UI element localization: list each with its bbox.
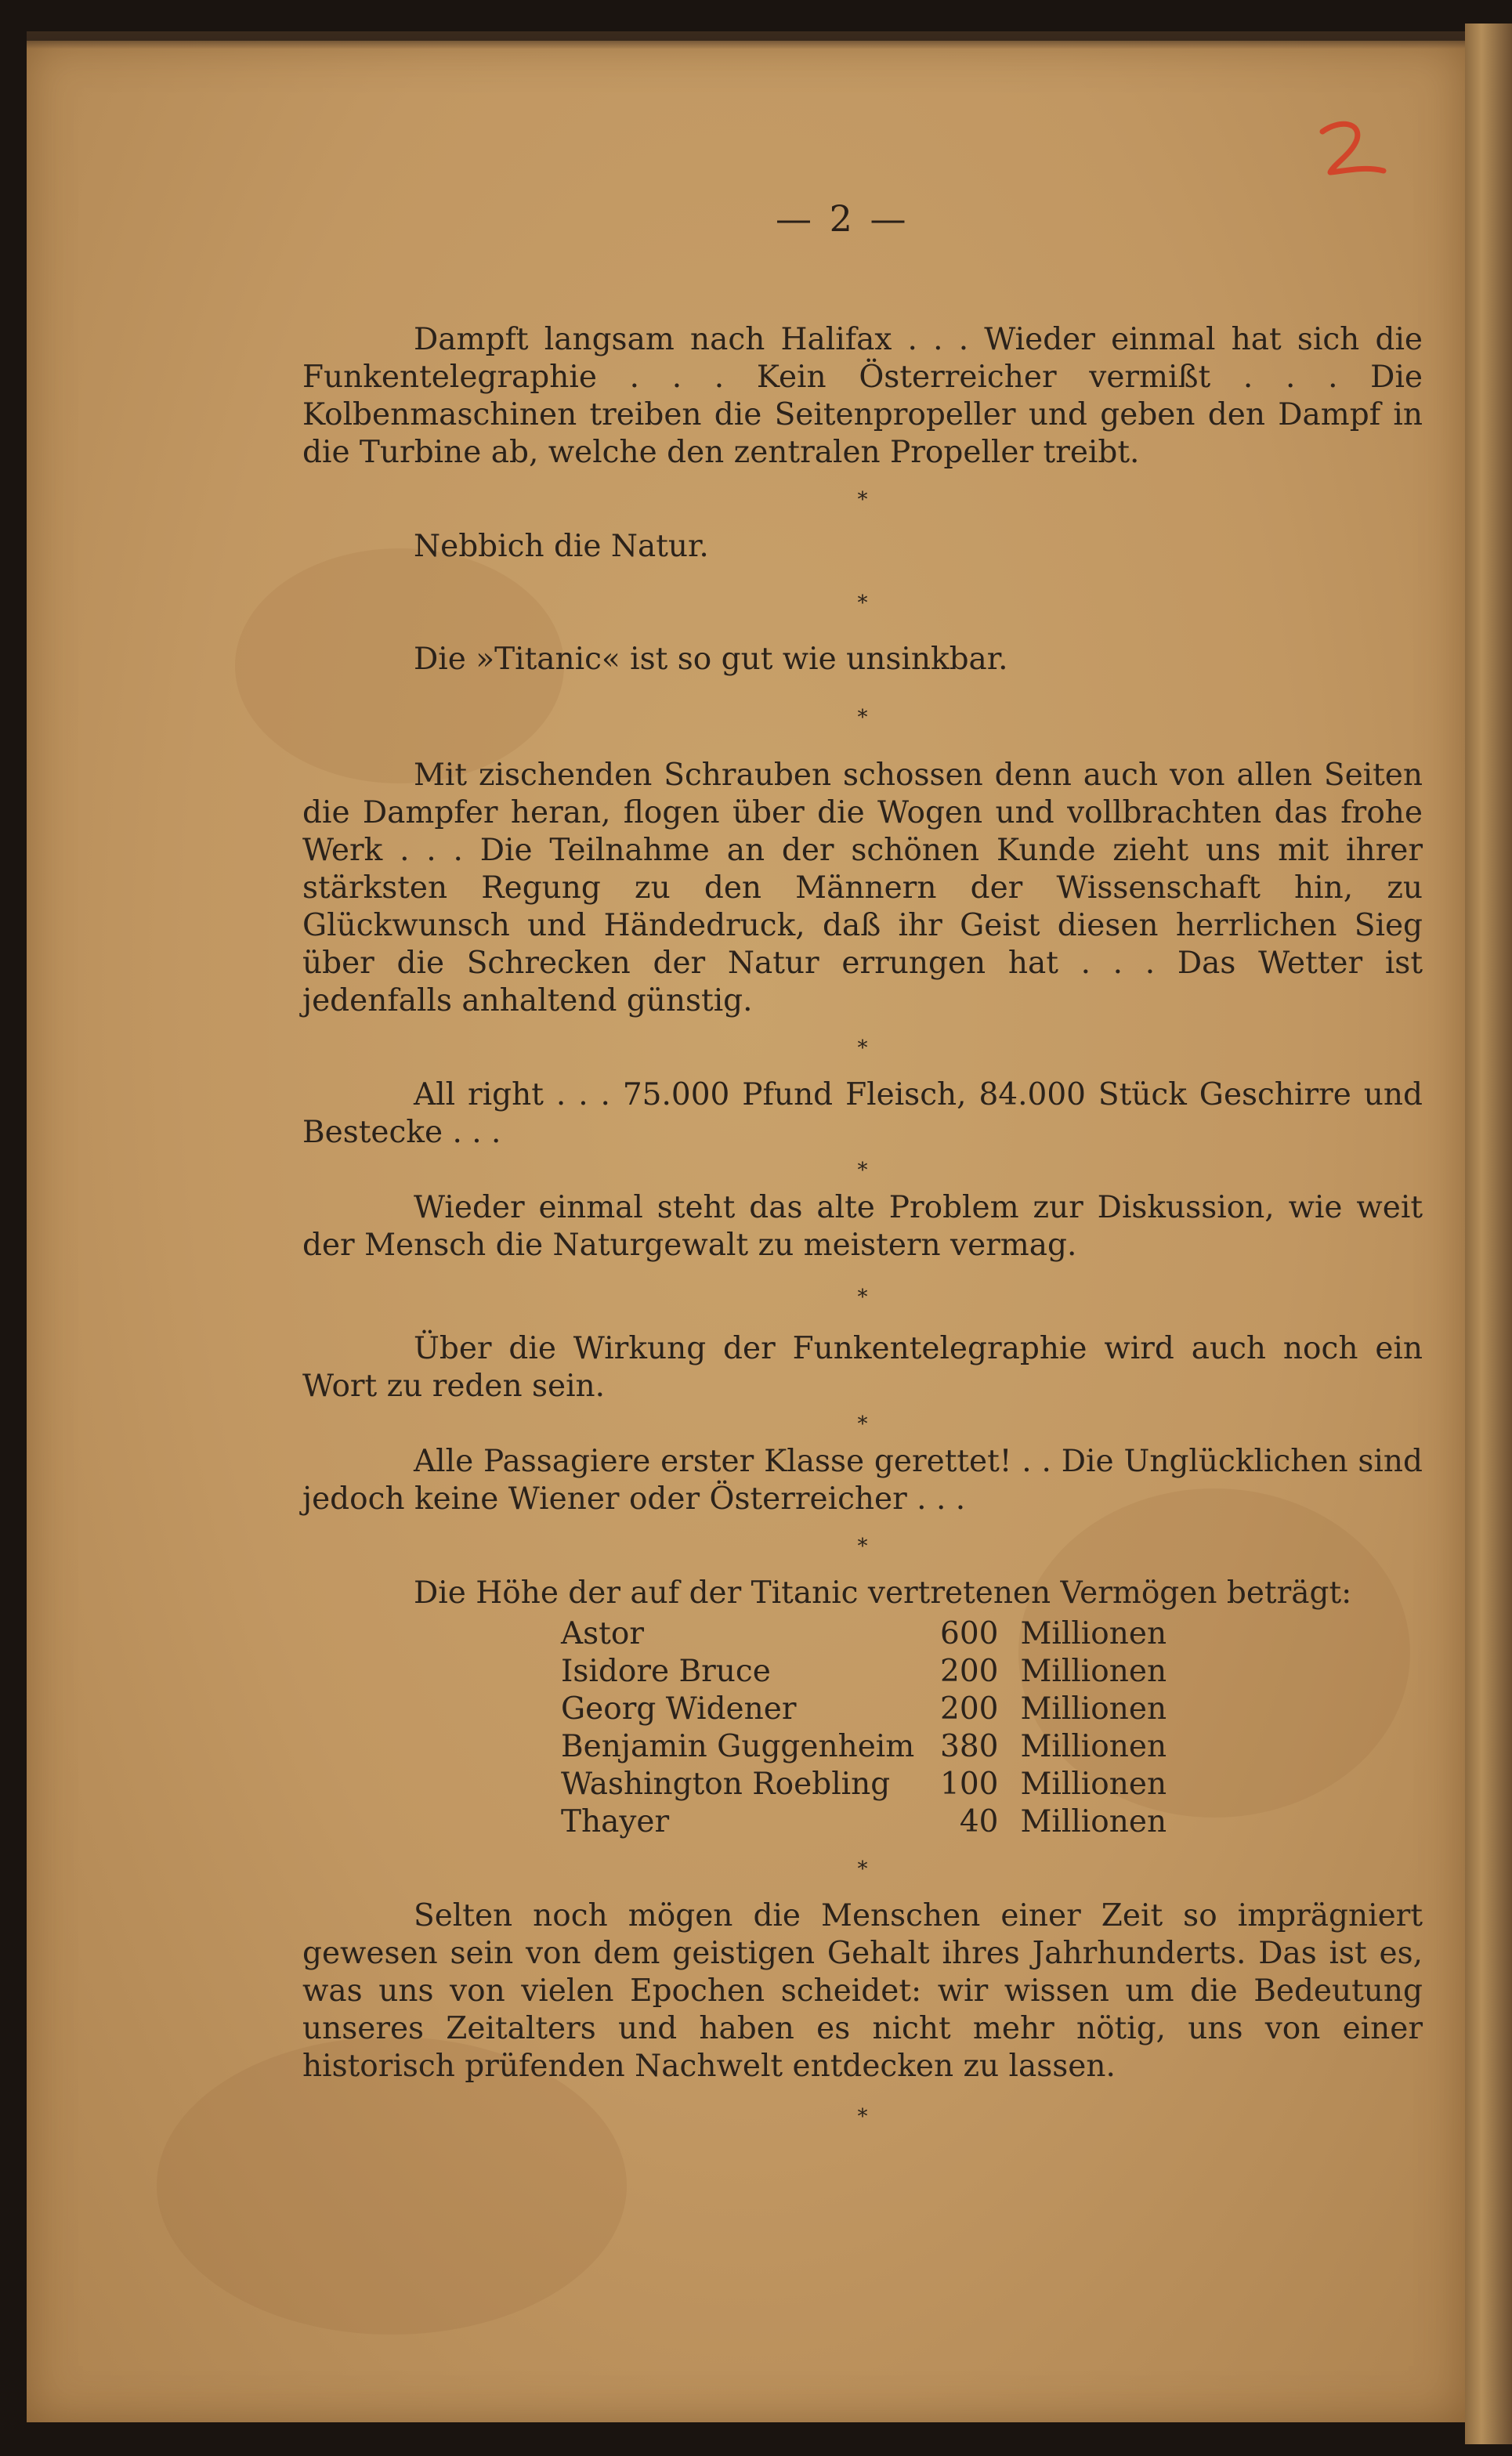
- asterism-separator: *: [857, 1036, 868, 1060]
- fortune-name: Thayer: [561, 1804, 670, 1839]
- asterism-separator: *: [857, 591, 868, 615]
- fortune-amount: 380: [940, 1729, 999, 1764]
- paragraph: Selten noch mögen die Menschen einer Zeit so imprägniert gewesen sein von dem geistigen Gehalt ihres Jahrhunderts. Das ist es, was uns von vielen Epochen scheidet: wir wissen um die Bedeutung unseres Zeitalters und haben es nicht mehr nötig, uns von einer historisch prüfenden Nachwelt entdecken zu lassen.: [302, 1898, 1423, 2084]
- table-row: [561, 1728, 1167, 1766]
- article-body: [302, 321, 1423, 2148]
- paragraph: Die »Titanic« ist so gut wie unsinkbar.: [414, 642, 1008, 677]
- table-row: [561, 1653, 1167, 1691]
- fortune-amount: 200: [940, 1691, 999, 1727]
- table-row: [561, 1766, 1167, 1803]
- asterism-separator: *: [857, 1535, 868, 1558]
- fortune-unit: Millionen: [1020, 1616, 1167, 1651]
- fortune-unit: Millionen: [1020, 1767, 1167, 1802]
- fortune-amount: 100: [940, 1767, 999, 1802]
- paragraph: Alle Passagiere erster Klasse gerettet! . . Die Unglücklichen sind jedoch keine Wiener oder Österreicher . . .: [302, 1444, 1423, 1517]
- asterism-separator: *: [857, 2105, 868, 2129]
- fortune-name: Washington Roebling: [561, 1767, 891, 1802]
- fortune-name: Benjamin Guggenheim: [561, 1729, 915, 1764]
- fortune-amount: 40: [959, 1804, 999, 1839]
- paragraph: Über die Wirkung der Funkentelegraphie wird auch noch ein Wort zu reden sein.: [302, 1331, 1423, 1404]
- table-row: [561, 1615, 1167, 1653]
- asterism-separator: *: [857, 1412, 868, 1436]
- page-top-shadow: [27, 31, 1465, 49]
- paragraph: Nebbich die Natur.: [414, 529, 709, 564]
- fortune-name: Isidore Bruce: [561, 1654, 771, 1689]
- asterism-separator: *: [857, 1286, 868, 1309]
- asterism-separator: *: [857, 706, 868, 729]
- fortune-amount: 200: [940, 1654, 999, 1689]
- table-row: [561, 1803, 1167, 1841]
- fortune-name: Astor: [561, 1616, 644, 1651]
- paragraph: Mit zischenden Schrauben schossen denn auch von allen Seiten die Dampfer heran, flogen über die Wogen und vollbrachten das frohe Werk . . . Die Teilnahme an der schönen Kunde zieht uns mit ihrer stärksten Regung zu den Männern der Wissenschaft hin, zu Glückwunsch und Händedruck, daß ihr Geist diesen herrlichen Sieg über die Schrecken der Natur errungen hat . . . Das Wetter ist jedenfalls anhaltend günstig.: [302, 758, 1423, 1018]
- fortune-amount: 600: [940, 1616, 999, 1651]
- fortunes-intro: Die Höhe der auf der Titanic vertretenen Vermögen beträgt:: [414, 1575, 1352, 1611]
- fortune-unit: Millionen: [1020, 1654, 1167, 1689]
- fortune-unit: Millionen: [1020, 1729, 1167, 1764]
- fortune-name: Georg Widener: [561, 1691, 797, 1727]
- paragraph: Dampft langsam nach Halifax . . . Wieder einmal hat sich die Funkentelegraphie . . . Kein Österreicher vermißt . . . Die Kolbenmaschinen treiben die Seitenpropeller und geben den Dampf in die Turbine ab, welche den zentralen Propeller treibt.: [302, 322, 1423, 470]
- paragraph: Wieder einmal steht das alte Problem zur Diskussion, wie weit der Mensch die Naturgewalt zu meistern vermag.: [302, 1190, 1423, 1263]
- fortune-unit: Millionen: [1020, 1691, 1167, 1727]
- fortune-unit: Millionen: [1020, 1804, 1167, 1839]
- handwritten-page-mark: [1308, 118, 1394, 188]
- asterism-separator: *: [857, 488, 868, 512]
- paragraph: All right . . . 75.000 Pfund Fleisch, 84.000 Stück Geschirre und Bestecke . . .: [302, 1077, 1423, 1150]
- asterism-separator: *: [857, 1857, 868, 1881]
- fortunes-table: [561, 1615, 1167, 1841]
- asterism-separator: *: [857, 1159, 868, 1182]
- page-number: — 2 —: [776, 197, 910, 240]
- table-row: [561, 1691, 1167, 1728]
- page-spine-edge: [1465, 24, 1512, 2444]
